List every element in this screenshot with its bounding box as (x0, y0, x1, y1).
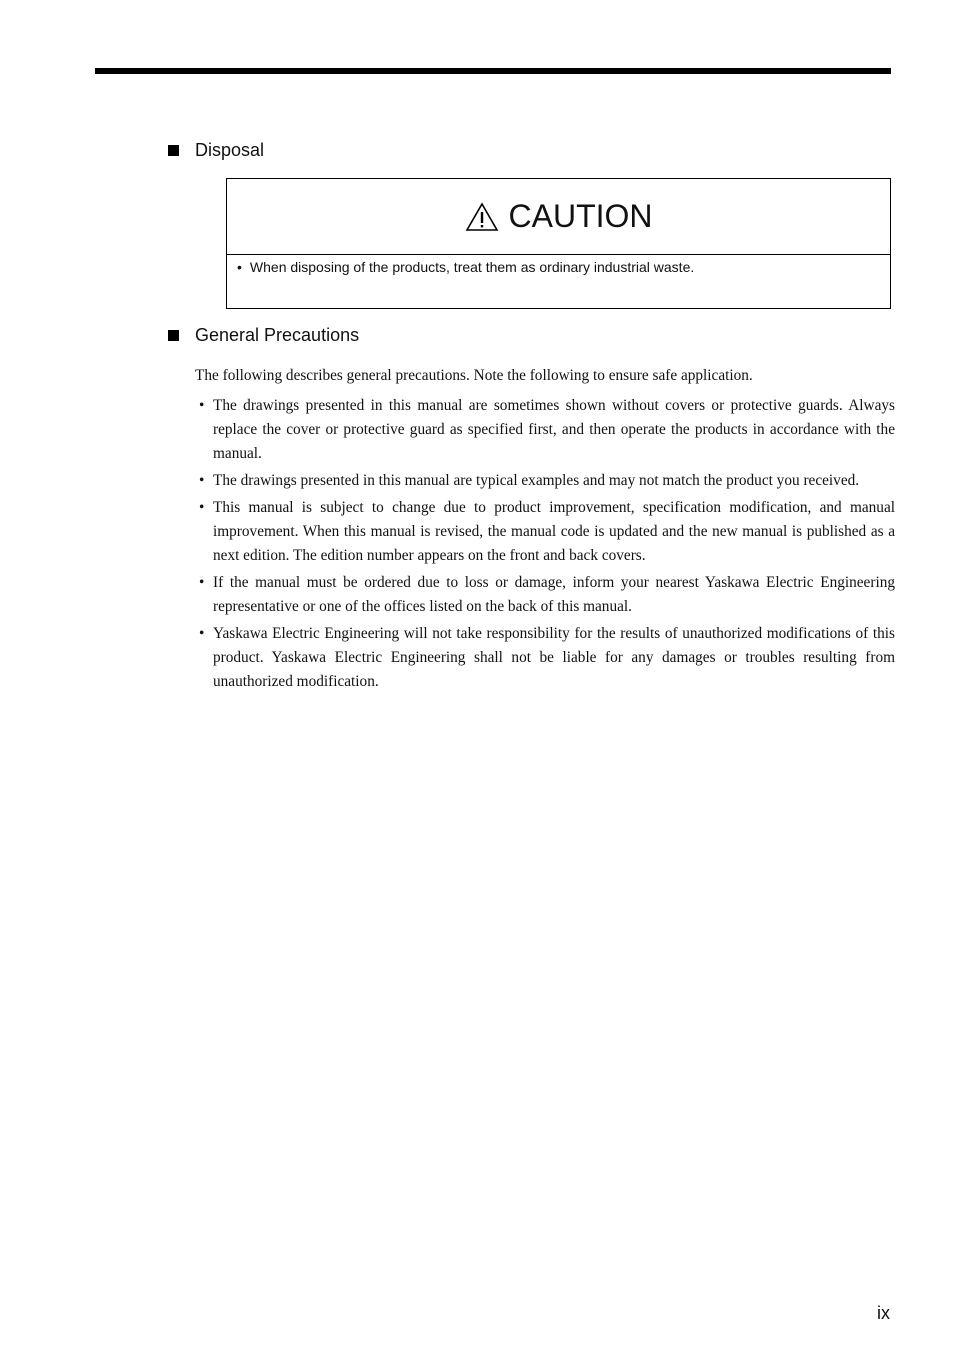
square-bullet-icon (168, 330, 179, 341)
precautions-list (195, 394, 895, 697)
bullet-dot-icon: • (199, 397, 205, 414)
caution-item (237, 258, 880, 276)
caution-item-text: When disposing of the products, treat them as ordinary industrial waste. (249, 259, 695, 275)
list-item (195, 469, 895, 493)
general-precautions-heading (168, 324, 359, 346)
list-item-text: Yaskawa Electric Engineering will not take responsibility for the results of unauthorized modifications of this product. Yaskawa Electric Engineering shall not be liable for any damages or troubles resulting from unauthorized modification. (213, 625, 895, 690)
list-item (195, 394, 895, 466)
caution-title: CAUTION (508, 198, 653, 234)
caution-header (227, 179, 890, 255)
bullet-dot-icon: • (237, 259, 242, 275)
disposal-heading-text: Disposal (195, 140, 265, 160)
disposal-heading (168, 139, 264, 161)
bullet-dot-icon: • (199, 574, 205, 591)
bullet-dot-icon: • (199, 472, 205, 489)
list-item (195, 571, 895, 619)
square-bullet-icon (168, 145, 179, 156)
list-item-text: The drawings presented in this manual are sometimes shown without covers or protective guards. Always replace the cover or protective guard as specified first, and then operate the products in accordance with the manual. (213, 397, 895, 462)
caution-box (226, 178, 891, 309)
general-intro: The following describes general precautions. Note the following to ensure safe application. (195, 367, 753, 384)
warning-triangle-icon (465, 202, 499, 232)
bullet-dot-icon: • (199, 499, 205, 516)
list-item-text: If the manual must be ordered due to loss or damage, inform your nearest Yaskawa Electric Engineering representative or one of the offices listed on the back of this manual. (213, 574, 895, 615)
general-precautions-heading-text: General Precautions (195, 325, 360, 345)
top-rule (95, 68, 891, 74)
list-item (195, 496, 895, 568)
page-number: ix (877, 1303, 890, 1323)
list-item-text: This manual is subject to change due to product improvement, specification modification, and manual improvement. When this manual is revised, the manual code is updated and the new manual is published as a next edition. The edition number appears on the front and back covers. (213, 499, 895, 564)
bullet-dot-icon: • (199, 625, 205, 642)
list-item-text: The drawings presented in this manual are typical examples and may not match the product you received. (213, 472, 860, 489)
list-item (195, 622, 895, 694)
caution-body (227, 255, 890, 279)
